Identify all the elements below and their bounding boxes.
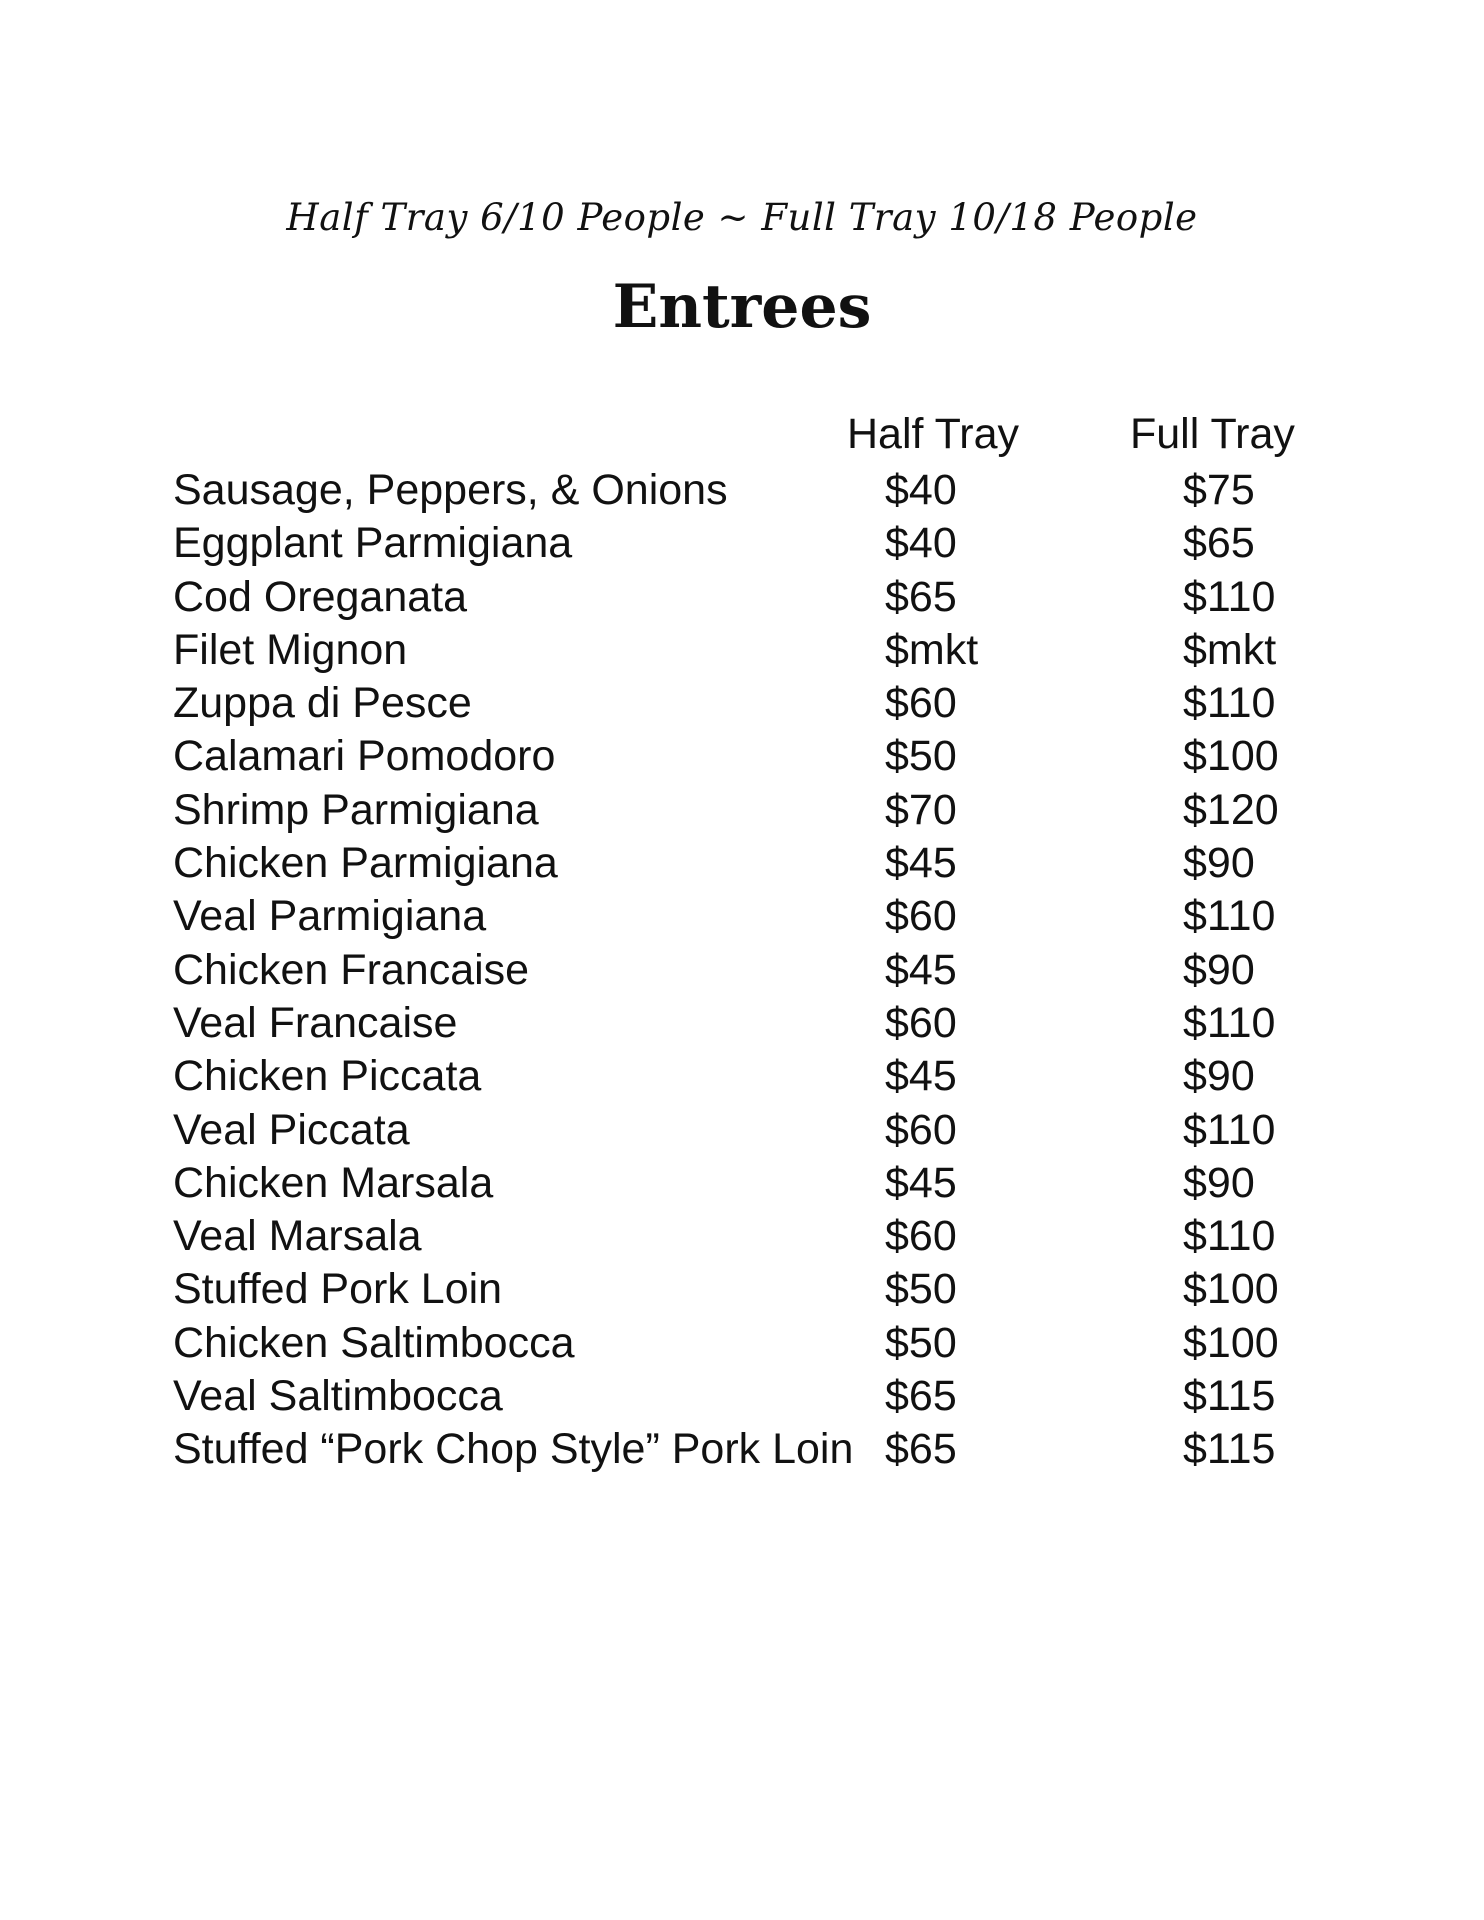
half-tray-price: $50: [885, 1265, 957, 1314]
half-tray-price: $70: [885, 785, 957, 834]
menu-item-row: [173, 1104, 1323, 1157]
half-tray-price: $45: [885, 1052, 957, 1101]
menu-item-row: [173, 1210, 1323, 1263]
menu-item-row: [173, 1317, 1323, 1370]
full-tray-price: $110: [1183, 1212, 1276, 1261]
menu-item-row: [173, 944, 1323, 997]
menu-item-name: Veal Parmigiana: [173, 892, 487, 941]
half-tray-price: $65: [885, 572, 957, 621]
half-tray-price: $50: [885, 1318, 957, 1367]
tray-size-note: Half Tray 6/10 People ~ Full Tray 10/18 People: [286, 196, 1198, 239]
half-tray-price: $45: [885, 1158, 957, 1207]
menu-item-row: [173, 1423, 1323, 1476]
menu-item-row: [173, 784, 1323, 837]
menu-item-name: Calamari Pomodoro: [173, 732, 556, 781]
page-title: Entrees: [612, 272, 872, 342]
half-tray-price: $40: [885, 519, 957, 568]
half-tray-header: Half Tray: [847, 410, 1020, 458]
menu-item-name: Stuffed “Pork Chop Style” Pork Loin: [173, 1425, 854, 1474]
menu-item-name: Veal Marsala: [173, 1212, 422, 1261]
menu-item-row: [173, 517, 1323, 570]
full-tray-price: $90: [1183, 1158, 1255, 1207]
half-tray-price: $60: [885, 679, 957, 728]
menu-item-row: [173, 890, 1323, 943]
full-tray-price: $110: [1183, 572, 1276, 621]
column-header-row: [173, 410, 1323, 464]
full-tray-price: $115: [1183, 1425, 1276, 1474]
full-tray-price: $90: [1183, 945, 1255, 994]
half-tray-price: $65: [885, 1372, 957, 1421]
full-tray-price: $65: [1183, 519, 1255, 568]
menu-item-row: [173, 571, 1323, 624]
menu-item-row: [173, 837, 1323, 890]
full-tray-price: $120: [1183, 785, 1279, 834]
menu-item-row: [173, 624, 1323, 677]
half-tray-price: $40: [885, 466, 957, 514]
full-tray-price: $115: [1183, 1372, 1276, 1421]
menu-item-name: Veal Francaise: [173, 998, 458, 1047]
menu-item-name: Chicken Piccata: [173, 1052, 482, 1101]
menu-item-name: Chicken Francaise: [173, 945, 530, 994]
full-tray-price: $110: [1183, 998, 1276, 1047]
menu-item-name: Chicken Parmigiana: [173, 839, 558, 888]
menu-item-name: Chicken Marsala: [173, 1158, 494, 1207]
full-tray-price: $75: [1183, 466, 1255, 514]
menu-item-row: [173, 730, 1323, 783]
half-tray-price: $mkt: [885, 625, 979, 674]
full-tray-header: Full Tray: [1130, 410, 1295, 458]
entree-price-table: [173, 410, 1323, 1477]
half-tray-price: $60: [885, 998, 957, 1047]
menu-item-row: [173, 997, 1323, 1050]
menu-item-name: Veal Piccata: [173, 1105, 410, 1154]
menu-item-name: Shrimp Parmigiana: [173, 785, 539, 834]
menu-item-row: [173, 1263, 1323, 1316]
half-tray-price: $45: [885, 945, 957, 994]
half-tray-price: $60: [885, 1105, 957, 1154]
full-tray-price: $mkt: [1183, 625, 1277, 674]
full-tray-price: $100: [1183, 732, 1279, 781]
half-tray-price: $50: [885, 732, 957, 781]
menu-item-row: [173, 677, 1323, 730]
menu-item-name: Cod Oreganata: [173, 572, 468, 621]
menu-item-row: [173, 1157, 1323, 1210]
menu-item-row: [173, 1370, 1323, 1423]
full-tray-price: $90: [1183, 839, 1255, 888]
entree-list: [173, 464, 1323, 1477]
menu-item-name: Veal Saltimbocca: [173, 1372, 503, 1421]
menu-item-name: Chicken Saltimbocca: [173, 1318, 575, 1367]
full-tray-price: $110: [1183, 679, 1276, 728]
full-tray-price: $110: [1183, 1105, 1276, 1154]
full-tray-price: $90: [1183, 1052, 1255, 1101]
half-tray-price: $60: [885, 1212, 957, 1261]
full-tray-price: $110: [1183, 892, 1276, 941]
half-tray-price: $65: [885, 1425, 957, 1474]
menu-item-name: Sausage, Peppers, & Onions: [173, 466, 728, 514]
menu-item-name: Filet Mignon: [173, 625, 408, 674]
menu-item-name: Stuffed Pork Loin: [173, 1265, 503, 1314]
menu-item-name: Zuppa di Pesce: [173, 679, 472, 728]
menu-item-name: Eggplant Parmigiana: [173, 519, 573, 568]
full-tray-price: $100: [1183, 1265, 1279, 1314]
half-tray-price: $45: [885, 839, 957, 888]
menu-item-row: [173, 1050, 1323, 1103]
half-tray-price: $60: [885, 892, 957, 941]
full-tray-price: $100: [1183, 1318, 1279, 1367]
menu-item-row: [173, 464, 1323, 517]
